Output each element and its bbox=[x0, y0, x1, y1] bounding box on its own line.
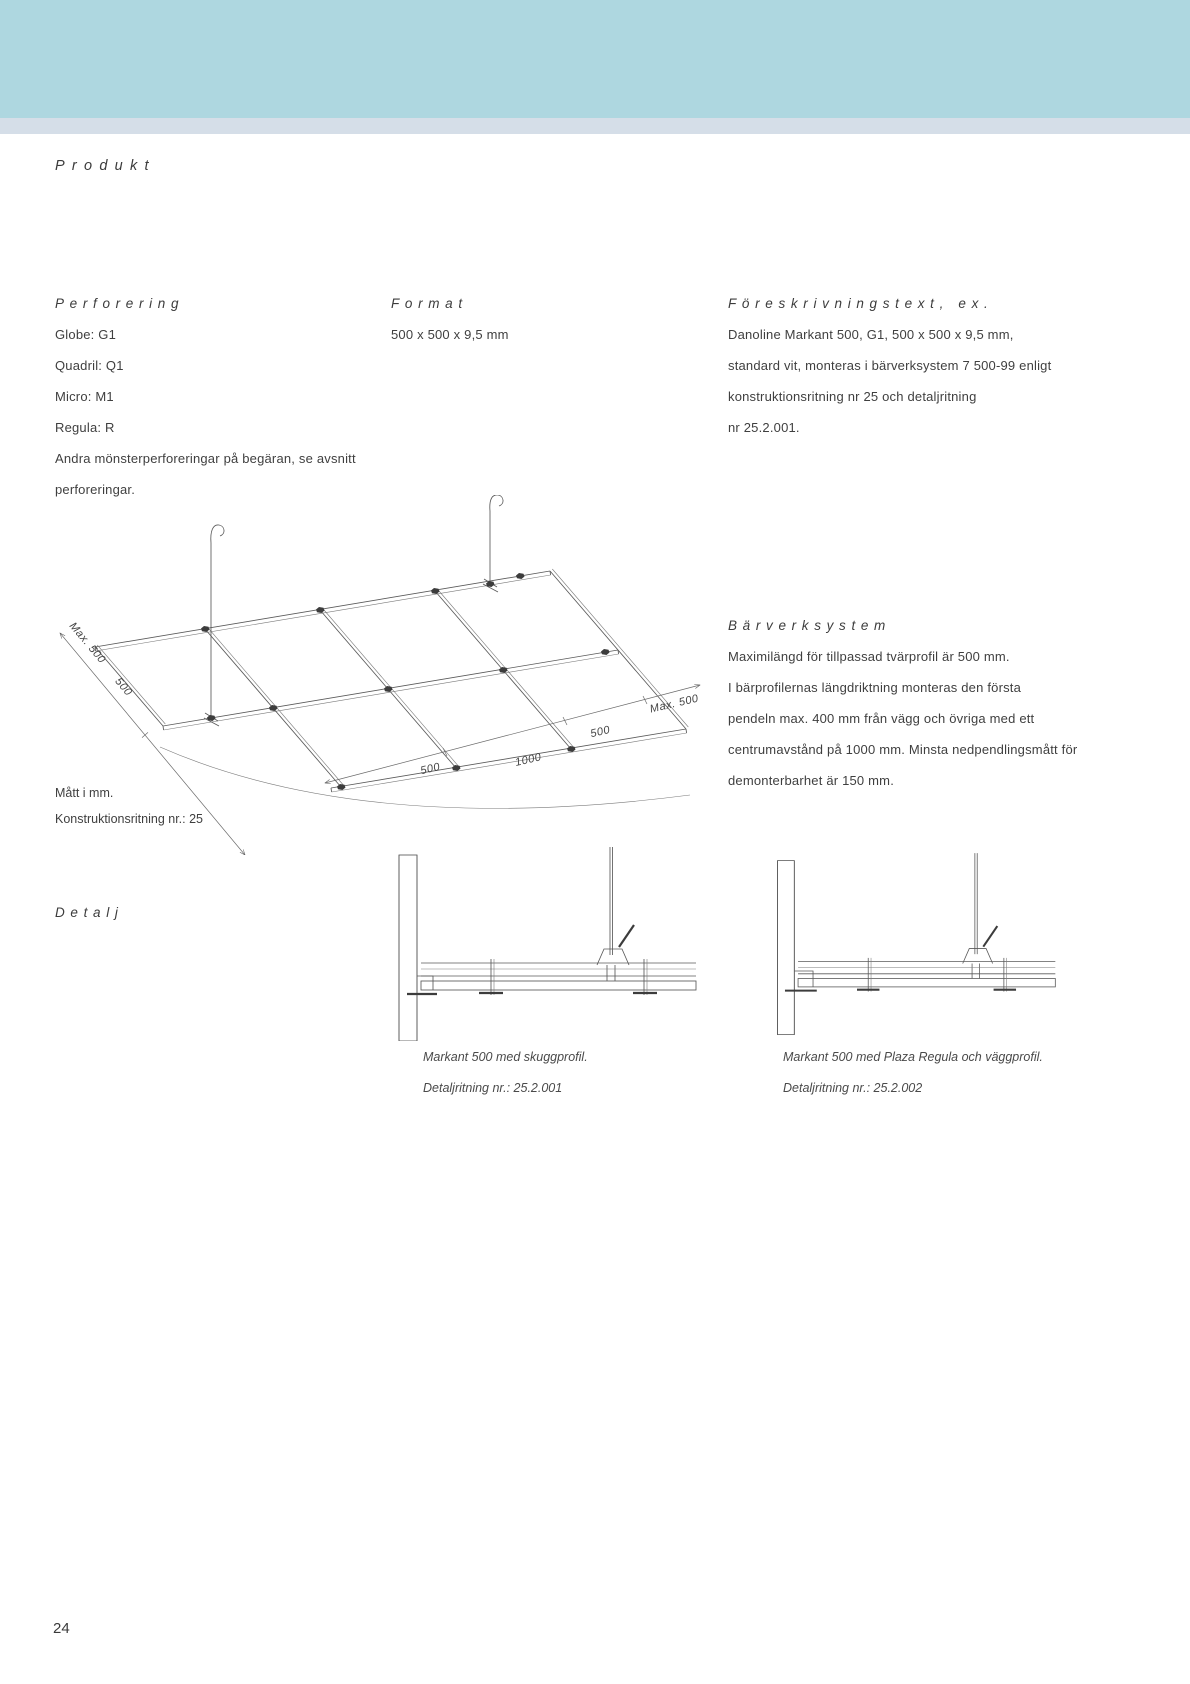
perforering-line: perforeringar. bbox=[55, 482, 136, 497]
perforering-line: Quadril: Q1 bbox=[55, 358, 124, 373]
detail-drawing-vaggprofil bbox=[770, 843, 1060, 1041]
ceiling-section bbox=[407, 959, 696, 995]
dim-label: 500 bbox=[112, 675, 135, 699]
detail-drawing-ref: Detaljritning nr.: 25.2.002 bbox=[783, 1081, 923, 1095]
main-runner bbox=[331, 729, 687, 792]
foreskrivningstext-line: Danoline Markant 500, G1, 500 x 500 x 9,5 mm, bbox=[728, 327, 1014, 342]
hanger-wire bbox=[597, 847, 634, 981]
hook-icon bbox=[490, 495, 503, 511]
dimension-line-bottom bbox=[325, 685, 700, 783]
wall-hatch bbox=[777, 861, 794, 1035]
detail-caption-text: Markant 500 med skuggprofil. bbox=[423, 1050, 588, 1064]
header-color-strip bbox=[0, 118, 1190, 134]
foreskrivningstext-line: konstruktionsritning nr 25 och detaljritning bbox=[728, 389, 977, 404]
barverksystem-section bbox=[728, 610, 1148, 796]
dim-label: Max. 500 bbox=[66, 620, 108, 666]
detalj-heading: Detalj bbox=[55, 905, 124, 920]
barverksystem-line: demonterbarhet är 150 mm. bbox=[728, 773, 895, 788]
ceiling-section bbox=[785, 958, 1055, 992]
perforering-line: Andra mönsterperforeringar på begäran, se avsnitt bbox=[55, 451, 356, 466]
barverksystem-line: Maximilängd för tillpassad tvärprofil är 500 mm. bbox=[728, 649, 1010, 664]
detail-caption-text: Markant 500 med Plaza Regula och väggprofil. bbox=[783, 1050, 1043, 1064]
column-foreskrivningstext bbox=[728, 288, 1148, 443]
pendel-hanger bbox=[483, 495, 503, 592]
column-format bbox=[391, 288, 691, 350]
dim-label: 500 bbox=[419, 760, 442, 778]
swing-arc bbox=[160, 747, 690, 808]
format-line: 500 x 500 x 9,5 mm bbox=[391, 327, 509, 342]
dim-label: Max. 500 bbox=[648, 692, 700, 716]
foreskrivningstext-heading: Föreskrivningstext, ex. bbox=[728, 296, 994, 311]
perforering-line: Globe: G1 bbox=[55, 327, 117, 342]
foreskrivningstext-line: nr 25.2.001. bbox=[728, 420, 800, 435]
drawing-note-units: Mått i mm. bbox=[55, 786, 114, 800]
page-number: 24 bbox=[53, 1620, 70, 1637]
barverksystem-line: I bärprofilernas längdriktning monteras den första bbox=[728, 680, 1022, 695]
dim-label: 500 bbox=[589, 723, 612, 741]
hook-icon bbox=[211, 525, 224, 543]
barverksystem-line: centrumavstånd på 1000 mm. Minsta nedpendlingsmått för bbox=[728, 742, 1078, 757]
detail-caption-1 bbox=[423, 1042, 588, 1104]
detail-drawing-ref: Detaljritning nr.: 25.2.001 bbox=[423, 1081, 563, 1095]
page-title: Produkt bbox=[55, 158, 156, 174]
perforering-line: Regula: R bbox=[55, 420, 115, 435]
foreskrivningstext-line: standard vit, monteras i bärverksystem 7 500-99 enligt bbox=[728, 358, 1052, 373]
column-perforering bbox=[55, 288, 385, 505]
header-color-band bbox=[0, 0, 1190, 118]
hanger-wire bbox=[963, 853, 998, 978]
wall-hatch bbox=[399, 855, 417, 1041]
barverksystem-heading: Bärverksystem bbox=[728, 618, 891, 633]
detail-caption-2 bbox=[783, 1042, 1043, 1104]
format-heading: Format bbox=[391, 296, 468, 311]
perforering-line: Micro: M1 bbox=[55, 389, 114, 404]
pendel-hanger bbox=[204, 525, 224, 726]
detail-drawing-skuggprofil bbox=[390, 843, 702, 1041]
drawing-note-ref: Konstruktionsritning nr.: 25 bbox=[55, 812, 203, 826]
grid-connector-clips bbox=[201, 573, 610, 790]
drawing-notes bbox=[55, 780, 203, 832]
barverksystem-line: pendeln max. 400 mm från vägg och övriga med ett bbox=[728, 711, 1035, 726]
perforering-heading: Perforering bbox=[55, 296, 185, 311]
dim-label: 1000 bbox=[513, 751, 543, 769]
